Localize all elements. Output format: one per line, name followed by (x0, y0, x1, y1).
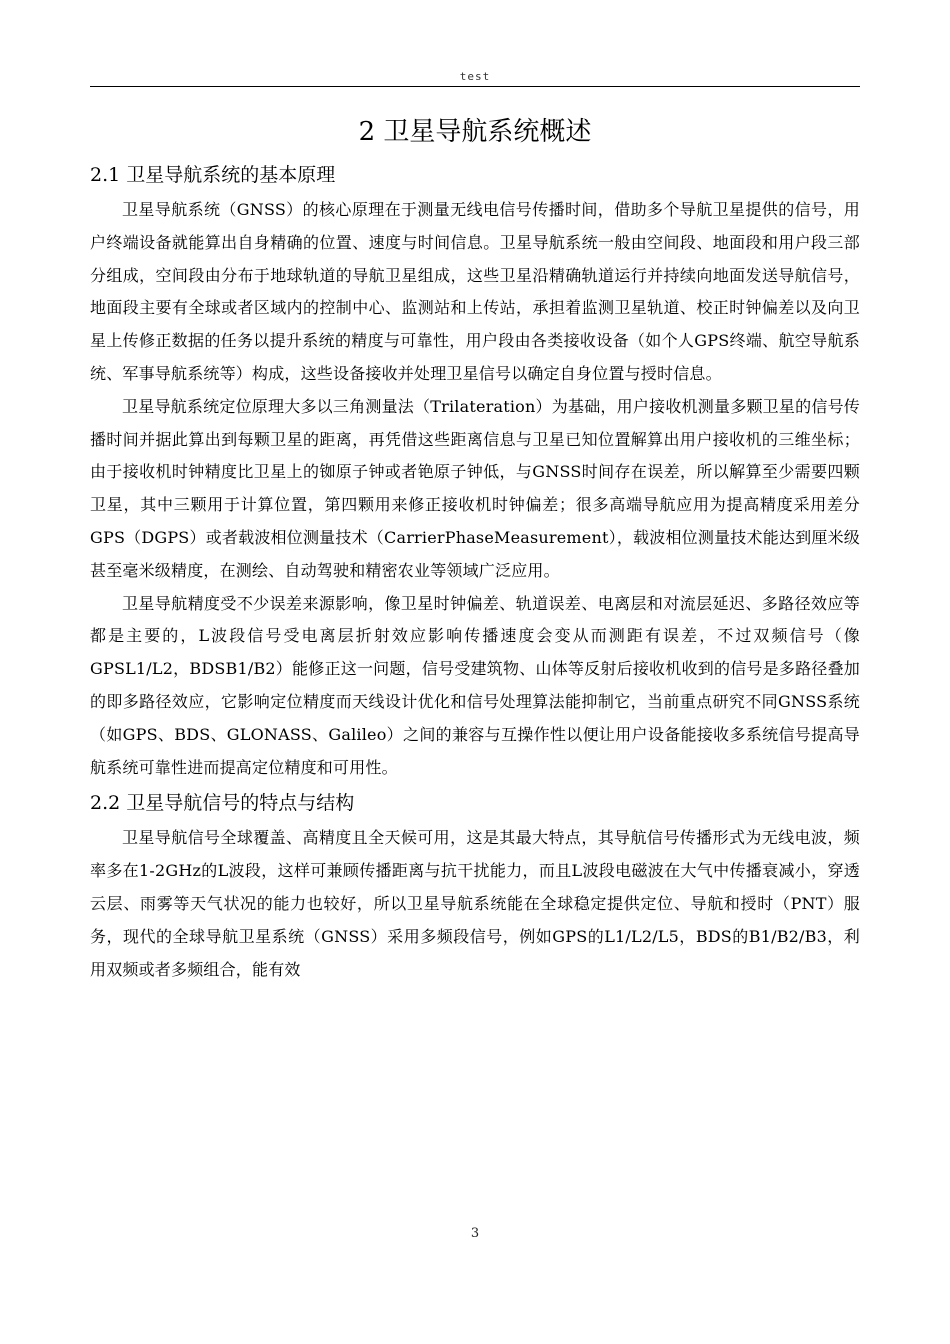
section-title-2-1: 2.1 卫星导航系统的基本原理 (90, 164, 336, 186)
paragraph: 卫星导航信号全球覆盖、高精度且全天候可用，这是其最大特点，其导航信号传播形式为无线电波，频率多在1-2GHz的L波段，这样可兼顾传播距离与抗干扰能力，而且L波段电磁波在大气中传播衰减小，穿透云层、雨雾等天气状况的能力也较好，所以卫星导航系统能在全球稳定提供定位、导航和授时（PNT）服务，现代的全球导航卫星系统（GNSS）采用多频段信号，例如GPS的L1/L2/L5，BDS的B1/B2/B3，利用双频或者多频组合，能有效 (90, 828, 860, 979)
paragraph: 卫星导航精度受不少误差来源影响，像卫星时钟偏差、轨道误差、电离层和对流层延迟、多路径效应等都是主要的，L波段信号受电离层折射效应影响传播速度会变从而测距有误差，不过双频信号（像GPSL1/L2，BDSB1/B2）能修正这一问题，信号受建筑物、山体等反射后接收机收到的信号是多路径叠加的即多路径效应，它影响定位精度而天线设计优化和信号处理算法能抑制它，当前重点研究不同GNSS系统（如GPS、BDS、GLONASS、Galileo）之间的兼容与互操作性以便让用户设备能接收多系统信号提高导航系统可靠性进而提高定位精度和可用性。 (90, 593, 860, 777)
paragraph: 卫星导航系统定位原理大多以三角测量法（Trilateration）为基础，用户接收机测量多颗卫星的信号传播时间并据此算出到每颗卫星的距离，再凭借这些距离信息与卫星已知位置解算出用户接收机的三维坐标；由于接收机时钟精度比卫星上的铷原子钟或者铯原子钟低，与GNSS时间存在误差，所以解算至少需要四颗卫星，其中三颗用于计算位置，第四颗用来修正接收机时钟偏差；很多高端导航应用为提高精度采用差分GPS（DGPS）或者载波相位测量技术（CarrierPhaseMeasurement），载波相位测量技术能达到厘米级甚至毫米级精度，在测绘、自动驾驶和精密农业等领域广泛应用。 (90, 396, 860, 580)
header-rule (90, 86, 860, 87)
section-title-2-2: 2.2 卫星导航信号的特点与结构 (90, 792, 355, 815)
running-header: test (459, 70, 491, 83)
page-number: 3 (470, 1226, 480, 1241)
page-content (90, 110, 860, 986)
chapter-title: 2 卫星导航系统概述 (358, 117, 592, 147)
paragraph: 卫星导航系统（GNSS）的核心原理在于测量无线电信号传播时间，借助多个导航卫星提供的信号，用户终端设备就能算出自身精确的位置、速度与时间信息。卫星导航系统一般由空间段、地面段和用户段三部分组成，空间段由分布于地球轨道的导航卫星组成，这些卫星沿精确轨道运行并持续向地面发送导航信号，地面段主要有全球或者区域内的控制中心、监测站和上传站，承担着监测卫星轨道、校正时钟偏差以及向卫星上传修正数据的任务以提升系统的精度与可靠性，用户段由各类接收设备（如个人GPS终端、航空导航系统、军事导航系统等）构成，这些设备接收并处理卫星信号以确定自身位置与授时信息。 (90, 200, 860, 383)
